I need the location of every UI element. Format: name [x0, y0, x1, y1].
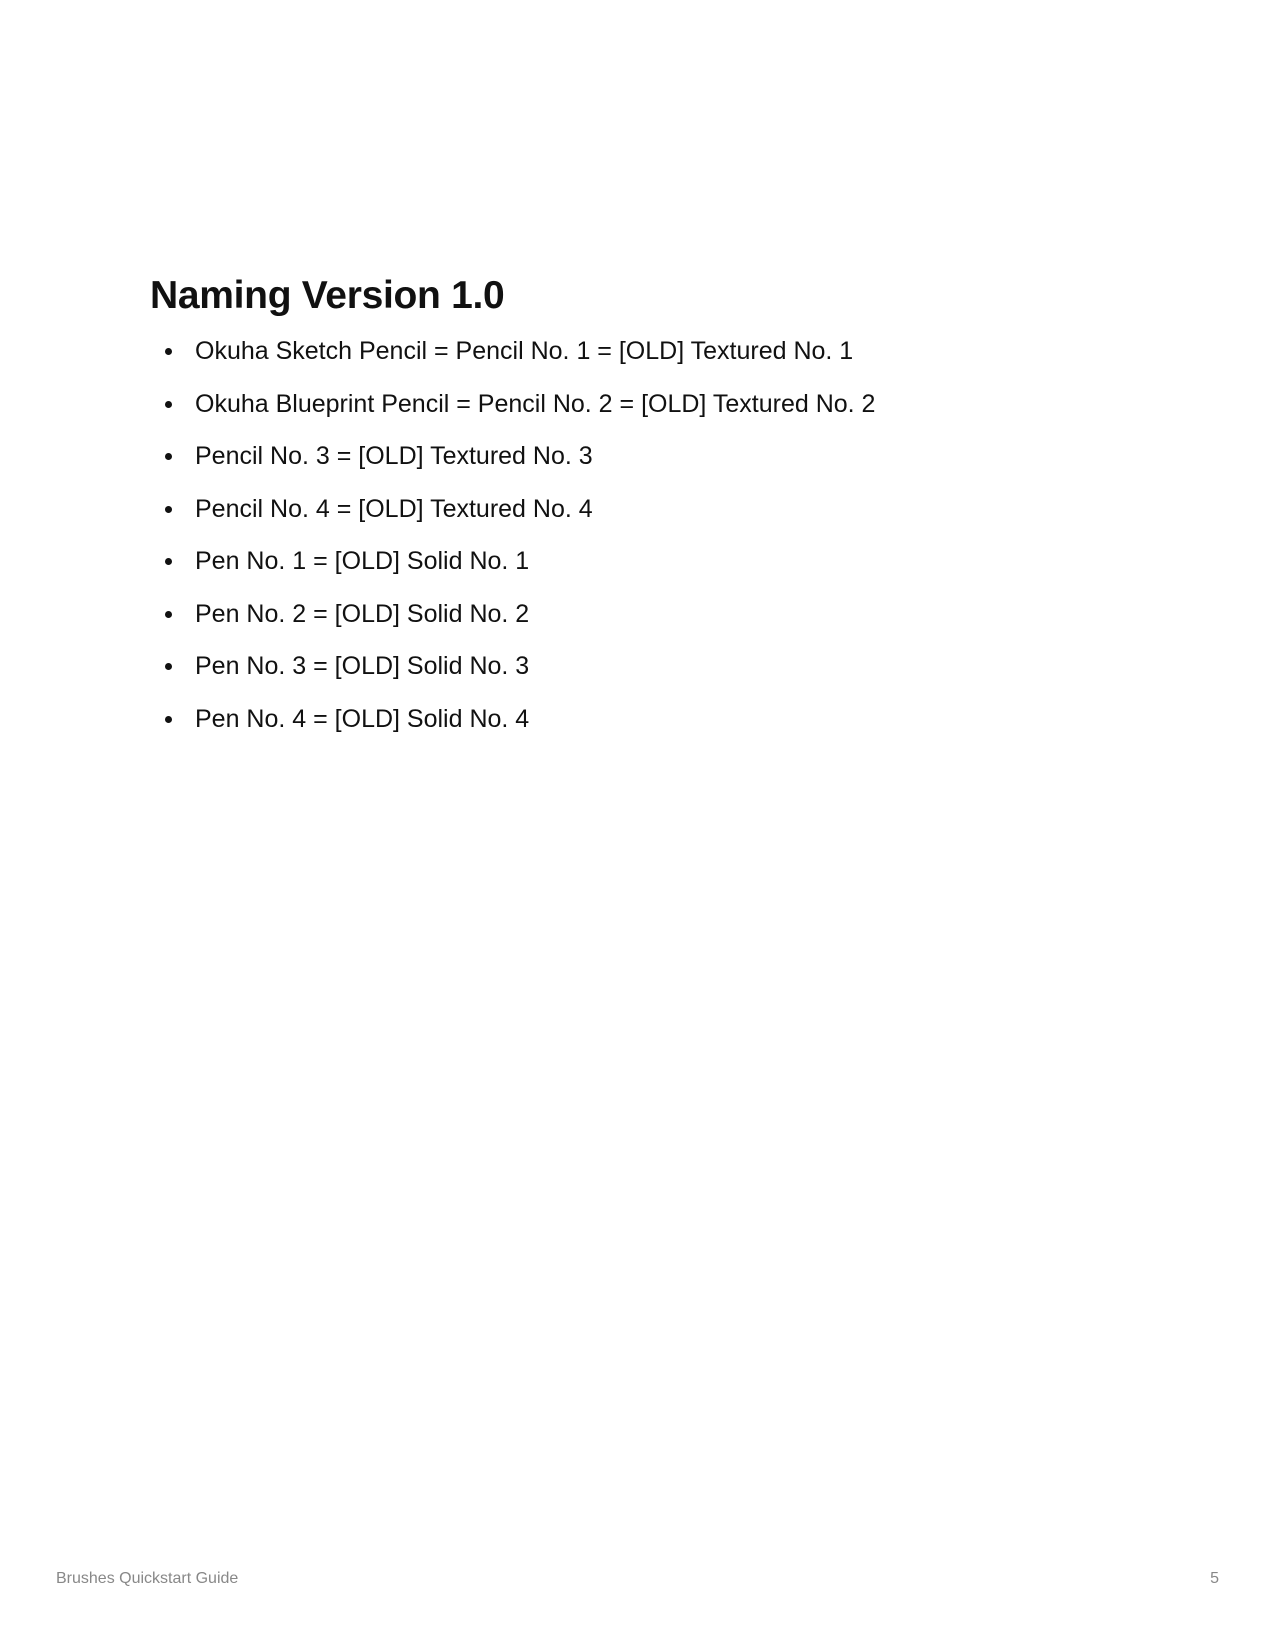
list-item: [150, 651, 1150, 704]
bullet-icon: [165, 506, 172, 513]
bullet-icon: [165, 611, 172, 618]
list-item-text: Okuha Sketch Pencil = Pencil No. 1 = [OLD] Textured No. 1: [195, 337, 854, 365]
naming-list: [150, 336, 1150, 756]
bullet-icon: [165, 558, 172, 565]
bullet-icon: [165, 401, 172, 408]
list-item: [150, 441, 1150, 494]
list-item: [150, 599, 1150, 652]
bullet-icon: [165, 663, 172, 670]
list-item: [150, 389, 1150, 442]
list-item-text: Pen No. 2 = [OLD] Solid No. 2: [195, 599, 530, 628]
bullet-icon: [165, 716, 172, 723]
list-item: [150, 704, 1150, 757]
footer-title: Brushes Quickstart Guide: [56, 1570, 239, 1587]
list-item: [150, 336, 1150, 389]
bullet-icon: [165, 453, 172, 460]
list-item-text: Pen No. 3 = [OLD] Solid No. 3: [195, 652, 530, 680]
bullet-icon: [165, 348, 172, 355]
list-item-text: Pen No. 1 = [OLD] Solid No. 1: [195, 547, 530, 575]
list-item-text: Pencil No. 3 = [OLD] Textured No. 3: [195, 442, 593, 470]
list-item-text: Pen No. 4 = [OLD] Solid No. 4: [195, 704, 530, 733]
list-item: [150, 546, 1150, 599]
content-area: [150, 268, 1150, 756]
section-title: Naming Version 1.0: [150, 274, 505, 317]
list-item-text: Pencil No. 4 = [OLD] Textured No. 4: [195, 494, 593, 523]
list-item-text: Okuha Blueprint Pencil = Pencil No. 2 = [OLD] Textured No. 2: [195, 389, 876, 418]
page-number: 5: [1210, 1570, 1219, 1587]
list-item: [150, 494, 1150, 547]
page-footer: [56, 1570, 1219, 1592]
